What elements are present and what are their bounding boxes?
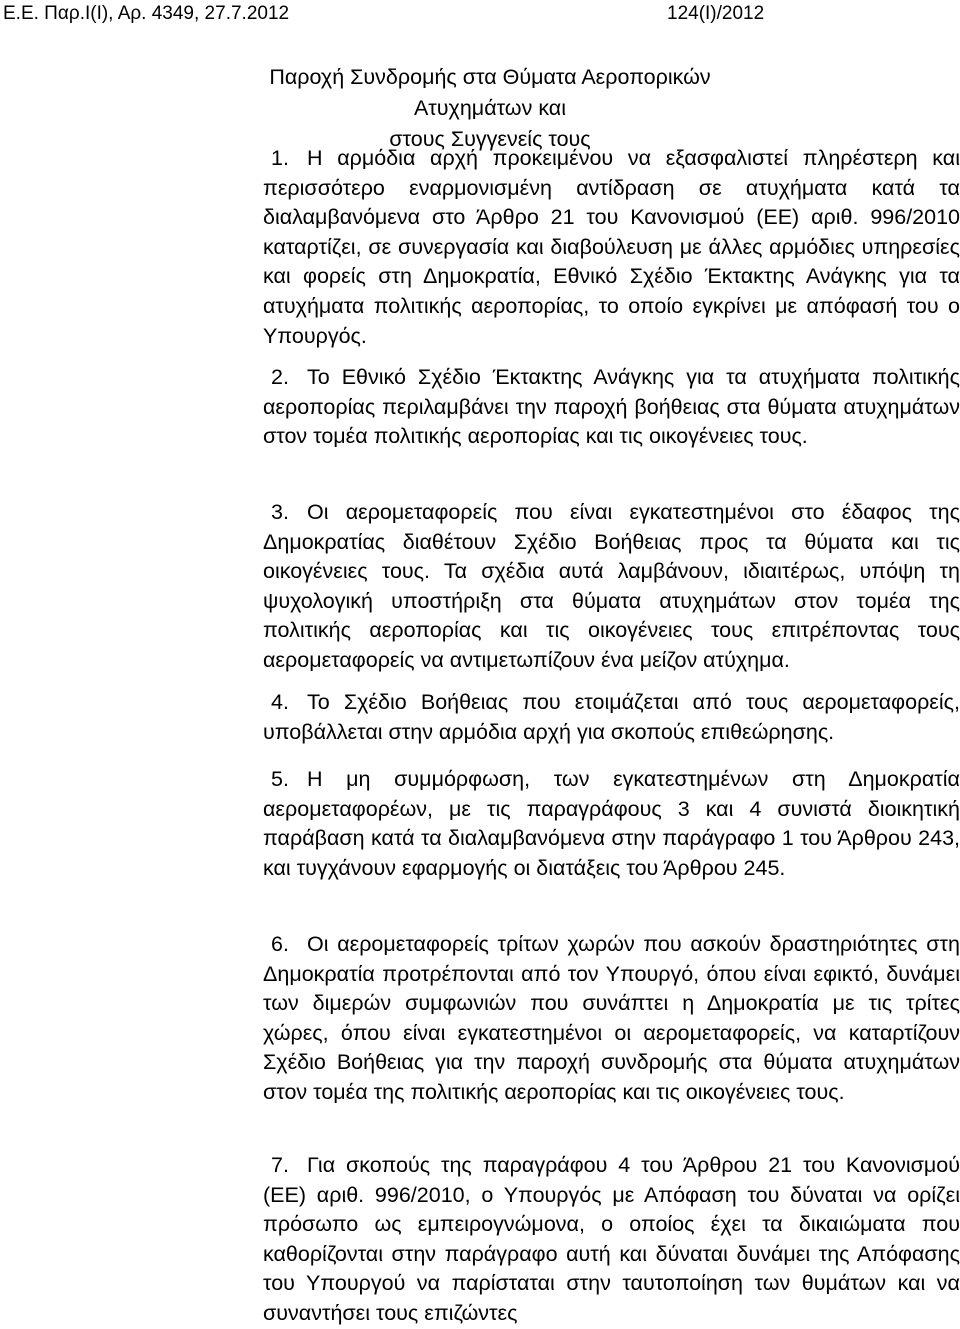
paragraph-text: Το Σχέδιο Βοήθειας που ετοιμάζεται από τους αερομεταφορείς, υποβάλλεται στην αρμόδια αρχή για σκοπούς επιθεώρησης. [263,690,960,744]
paragraph-number: 5. [271,767,289,791]
paragraph-text: Το Εθνικό Σχέδιο Έκτακτης Ανάγκης για τα ατυχήματα πολιτικής αεροπορίας περιλαμβάνει την παροχή βοήθειας στα θύματα ατυχημάτων στον τομέα πολιτικής αεροπορίας και τις οικογένειες τους. [263,365,960,449]
paragraph-3 [263,498,960,676]
paragraph-2 [263,363,960,452]
paragraph-7 [263,1151,960,1329]
paragraph-text: Η αρμόδια αρχή προκειμένου να εξασφαλιστεί πληρέστερη και περισσότερο εναρμονισμένη αντίδραση σε ατυχήματα κατά τα διαλαμβανόμενα στο Άρθρο 21 του Κανονισμού (ΕΕ) αριθ. 996/2010 καταρτίζει, σε συνεργασία και διαβούλευση με άλλες αρμόδιες υπηρεσίες και φορείς στη Δημοκρατία, Εθνικό Σχέδιο Έκτακτης Ανάγκης για τα ατυχήματα πολιτικής αεροπορίας, το οποίο εγκρίνει με απόφασή του ο Υπουργός. [263,146,960,348]
paragraph-5 [263,765,960,883]
paragraph-text: Οι αερομεταφορείς τρίτων χωρών που ασκούν δραστηριότητες στη Δημοκρατία προτρέπονται από τον Υπουργό, όπου είναι εφικτό, δυνάμει των διμερών συμφωνιών που συνάπτει η Δημοκρατία με τις τρίτες χώρες, όπου είναι εγκατεστημένοι οι αερομεταφορείς, να καταρτίζουν Σχέδιο Βοήθειας για την παροχή συνδρομής στα θύματα ατυχημάτων στον τομέα της πολιτικής αεροπορίας και τις οικογένειες τους. [263,932,960,1104]
paragraph-text: Η μη συμμόρφωση, των εγκατεστημένων στη Δημοκρατία αερομεταφορέων, με τις παραγράφους 3 και 4 συνιστά διοικητική παράβαση κατά τα διαλαμβανόμενα στην παράγραφο 1 του Άρθρου 243, και τυγχάνουν εφαρμογής οι διατάξεις του Άρθρου 245. [263,767,960,880]
page-header [0,0,960,30]
paragraph-number: 2. [271,365,289,389]
paragraph-number: 7. [271,1153,289,1177]
paragraph-4 [263,688,960,747]
paragraph-text: Οι αερομεταφορείς που είναι εγκατεστημένοι στο έδαφος της Δημοκρατίας διαθέτουν Σχέδιο Βοήθειας προς τα θύματα και τις οικογένειες τους. Τα σχέδια αυτά λαμβάνουν, ιδιαιτέρως, υπόψη τη ψυχολογική υποστήριξη στα θύματα ατυχημάτων στον τομέα της πολιτικής αεροπορίας και τις οικογένειες τους επιτρέποντας τους αερομεταφορείς να αντιμετωπίζουν ένα μείζον ατύχημα. [263,500,960,672]
paragraph-number: 1. [271,146,289,170]
law-number: 124(Ι)/2012 [667,3,765,24]
title-line-2: στους Συγγενείς τους [389,127,591,151]
paragraph-6 [263,930,960,1108]
paragraph-1 [263,144,960,351]
gazette-reference: Ε.Ε. Παρ.Ι(Ι), Αρ. 4349, 27.7.2012 [3,3,290,24]
paragraph-text: Για σκοπούς της παραγράφου 4 του Άρθρου 21 του Κανονισμού (ΕΕ) αριθ. 996/2010, ο Υπουργός με Απόφαση του δύναται να ορίζει πρόσωπο ως εμπειρογνώμονα, ο οποίος έχει τα δικαιώματα που καθορίζονται στην παράγραφο αυτή και δύναται δυνάμει της Απόφασης του Υπουργού να παρίσταται στην ταυτοποίηση των θυμάτων και να συναντήσει τους επιζώντες [263,1153,960,1325]
title-line-1: Παροχή Συνδρομής στα Θύματα Αεροπορικών Ατυχημάτων και [269,65,711,120]
paragraph-number: 4. [271,690,289,714]
paragraph-number: 3. [271,500,289,524]
document-title [250,62,730,155]
paragraph-number: 6. [271,932,289,956]
